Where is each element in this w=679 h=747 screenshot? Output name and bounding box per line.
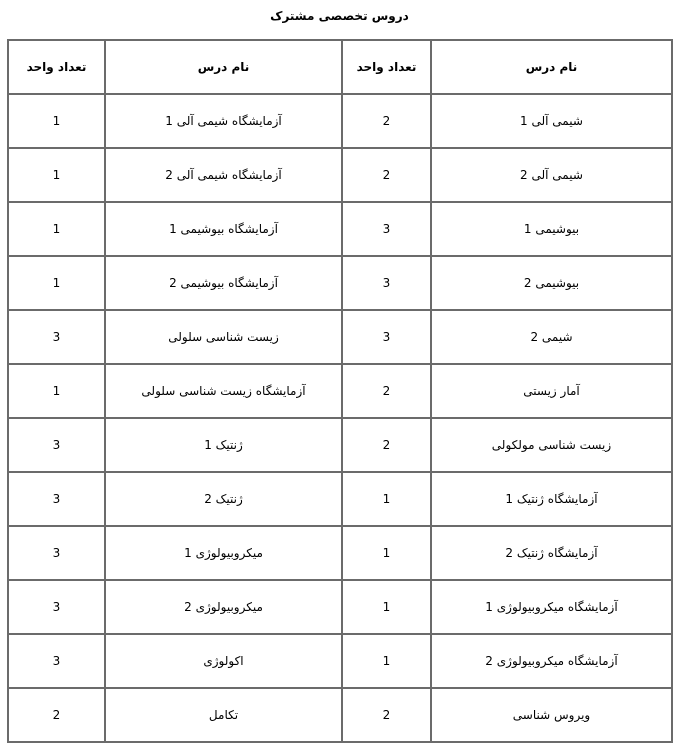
table-row	[8, 526, 672, 580]
units-cell: 1	[8, 94, 105, 148]
course-name-cell: شیمی 2	[431, 310, 672, 364]
units-cell: 1	[8, 256, 105, 310]
units-cell: 3	[8, 310, 105, 364]
header-units-2: تعداد واحد	[8, 40, 105, 94]
units-cell: 1	[342, 634, 431, 688]
course-name-cell: تکامل	[105, 688, 342, 742]
units-cell: 1	[8, 364, 105, 418]
course-name-cell: آزمایشگاه میکروبیولوژی 2	[431, 634, 672, 688]
page-title: دروس تخصصی مشترک	[270, 9, 409, 23]
units-cell: 3	[342, 202, 431, 256]
course-name-cell: آزمایشگاه ژنتیک 2	[431, 526, 672, 580]
course-name-cell: آمار زیستی	[431, 364, 672, 418]
table-row	[8, 256, 672, 310]
table-row	[8, 202, 672, 256]
units-cell: 1	[8, 148, 105, 202]
course-name-cell: شیمی آلی 1	[431, 94, 672, 148]
table-row	[8, 688, 672, 742]
units-cell: 2	[342, 688, 431, 742]
table-row	[8, 580, 672, 634]
course-name-cell: زیست شناسی مولکولی	[431, 418, 672, 472]
units-cell: 3	[8, 580, 105, 634]
units-cell: 3	[8, 526, 105, 580]
table-row	[8, 148, 672, 202]
units-cell: 1	[342, 580, 431, 634]
course-name-cell: آزمایشگاه شیمی آلی 1	[105, 94, 342, 148]
course-name-cell: آزمایشگاه شیمی آلی 2	[105, 148, 342, 202]
table-row	[8, 94, 672, 148]
table-row	[8, 634, 672, 688]
course-name-cell: بیوشیمی 1	[431, 202, 672, 256]
units-cell: 1	[8, 202, 105, 256]
units-cell: 3	[342, 310, 431, 364]
units-cell: 2	[342, 364, 431, 418]
header-units-1: تعداد واحد	[342, 40, 431, 94]
course-name-cell: ویروس شناسی	[431, 688, 672, 742]
course-name-cell: میکروبیولوژی 2	[105, 580, 342, 634]
units-cell: 2	[8, 688, 105, 742]
units-cell: 2	[342, 94, 431, 148]
units-cell: 2	[342, 418, 431, 472]
course-name-cell: آزمایشگاه میکروبیولوژی 1	[431, 580, 672, 634]
units-cell: 1	[342, 472, 431, 526]
course-name-cell: اکولوژی	[105, 634, 342, 688]
units-cell: 3	[8, 418, 105, 472]
table-row	[8, 310, 672, 364]
units-cell: 3	[8, 472, 105, 526]
header-row	[8, 40, 672, 94]
course-name-cell: زیست شناسی سلولی	[105, 310, 342, 364]
course-name-cell: شیمی آلی 2	[431, 148, 672, 202]
course-name-cell: آزمایشگاه ژنتیک 1	[431, 472, 672, 526]
header-course-name-2: نام درس	[105, 40, 342, 94]
course-name-cell: آزمایشگاه بیوشیمی 1	[105, 202, 342, 256]
table-row	[8, 418, 672, 472]
courses-table	[7, 39, 673, 743]
course-name-cell: میکروبیولوژی 1	[105, 526, 342, 580]
course-name-cell: بیوشیمی 2	[431, 256, 672, 310]
units-cell: 3	[342, 256, 431, 310]
units-cell: 2	[342, 148, 431, 202]
course-name-cell: آزمایشگاه زیست شناسی سلولی	[105, 364, 342, 418]
units-cell: 1	[342, 526, 431, 580]
units-cell: 3	[8, 634, 105, 688]
course-name-cell: آزمایشگاه بیوشیمی 2	[105, 256, 342, 310]
table-row	[8, 472, 672, 526]
table-row	[8, 364, 672, 418]
header-course-name-1: نام درس	[431, 40, 672, 94]
course-name-cell: ژنتیک 1	[105, 418, 342, 472]
course-name-cell: ژنتیک 2	[105, 472, 342, 526]
